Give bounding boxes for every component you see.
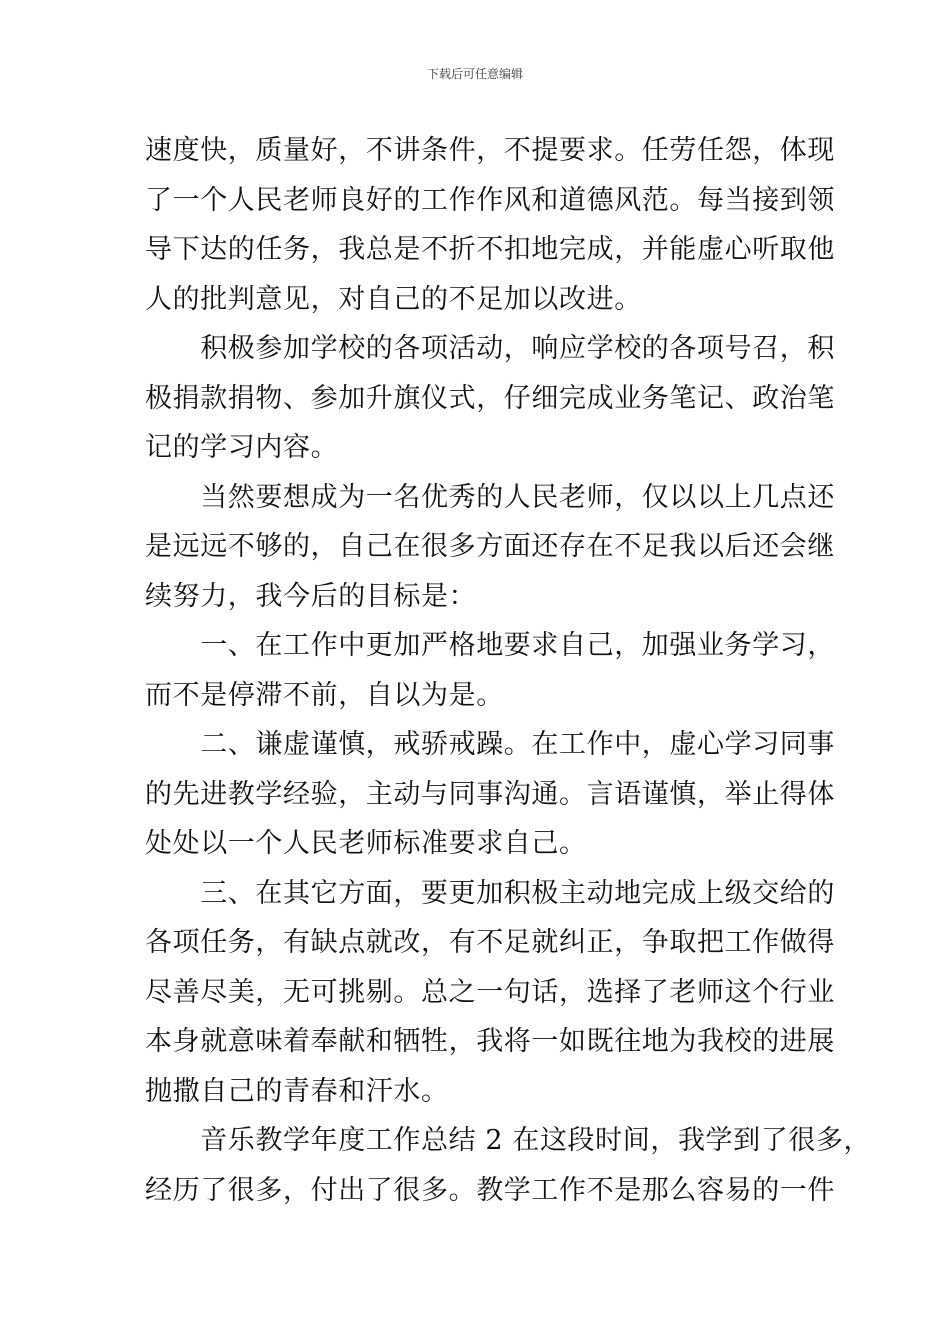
paragraph [145, 324, 835, 473]
document-body [145, 126, 872, 1215]
text-line: 了一个人民老师良好的工作作风和道德风范。每当接到领 [145, 184, 835, 216]
text-line: 三、在其它方面，要更加积极主动地完成上级交给的 [145, 877, 835, 909]
paragraph [145, 473, 835, 622]
text-line: 的先进教学经验，主动与同事沟通。言语谨慎，举止得体 [145, 778, 835, 810]
text-line: 抛撒自己的青春和汗水。 [145, 1075, 449, 1107]
text-line: 尽善尽美，无可挑剔。总之一句话，选择了老师这个行业 [145, 976, 835, 1008]
text-line: 极捐款捐物、参加升旗仪式，仔细完成业务笔记、政治笔 [145, 382, 835, 414]
page-header: 下载后可任意编辑 [426, 67, 523, 81]
text-line: 经历了很多，付出了很多。教学工作不是那么容易的一件 [145, 1174, 835, 1206]
text-line: 本身就意味着奉献和牺牲，我将一如既往地为我校的进展 [145, 1026, 835, 1057]
text-line: 是远远不够的，自己在很多方面还存在不足我以后还会继 [145, 531, 835, 562]
text-line: 二、谦虚谨慎，戒骄戒躁。在工作中，虚心学习同事 [145, 729, 835, 760]
paragraph [145, 869, 835, 1117]
text-line: 记的学习内容。 [145, 432, 339, 463]
text-line: 处处以一个人民老师标准要求自己。 [145, 828, 587, 859]
text-line: 速度快，质量好，不讲条件，不提要求。任劳任怨，体现 [145, 135, 835, 166]
paragraph [145, 720, 835, 869]
text-line: 当然要想成为一名优秀的人民老师，仅以以上几点还 [145, 481, 835, 513]
text-line: 各项任务，有缺点就改，有不足就纠正，争取把工作做得 [145, 927, 835, 958]
paragraph [145, 621, 835, 720]
text-line: 而不是停滞不前，自以为是。 [145, 679, 504, 711]
paragraph [145, 1116, 872, 1215]
text-line: 人的批判意见，对自己的不足加以改进。 [145, 283, 642, 315]
text-line: 导下达的任务，我总是不折不扣地完成，并能虚心听取他 [145, 234, 835, 265]
text-line: 音乐教学年度工作总结 2 在这段时间，我学到了很多， [145, 1125, 872, 1156]
text-line: 续努力，我今后的目标是： [145, 580, 477, 612]
text-line: 一、在工作中更加严格地要求自己，加强业务学习， [145, 630, 835, 661]
text-line: 积极参加学校的各项活动，响应学校的各项号召，积 [145, 333, 835, 364]
paragraph [145, 126, 835, 324]
